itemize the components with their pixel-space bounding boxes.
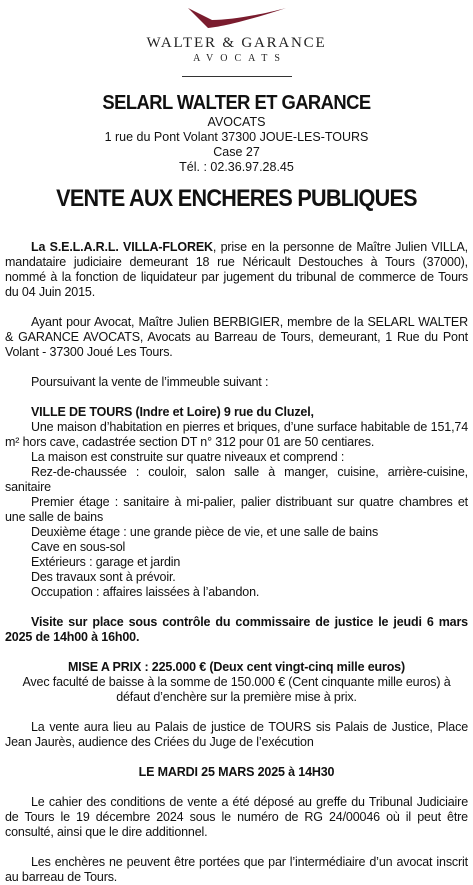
- property-heading: VILLE DE TOURS (Indre et Loire) 9 rue du Cluzel,: [31, 405, 314, 419]
- logo-subtitle: AVOCATS: [193, 53, 287, 64]
- firm-header: [0, 91, 473, 213]
- firm-name: SELARL WALTER ET GARANCE: [102, 92, 371, 114]
- property-line: Rez-de-chaussée : couloir, salon salle à manger, cuisine, arrière-cuisine, sanitaire: [5, 465, 468, 494]
- property-line: Extérieurs : garage et jardin: [31, 555, 181, 569]
- notice-title: VENTE AUX ENCHERES PUBLIQUES: [56, 185, 417, 212]
- paragraph-pursuit: Poursuivant la vente de l’immeuble suivant :: [31, 375, 269, 389]
- divider: [182, 76, 292, 77]
- property-line: Des travaux sont à prévoir.: [31, 570, 176, 584]
- venue-paragraph: La vente aura lieu au Palais de justice de TOURS sis Palais de Justice, Place Jean Jaurès, audience des Criées du Juge de l’exécution: [5, 720, 468, 749]
- logo-name: WALTER & GARANCE: [146, 35, 327, 51]
- cahier-paragraph: Le cahier des conditions de vente a été déposé au greffe du Tribunal Judiciaire de Tours le 19 décembre 2024 sous le numéro de RG 24/00046 où il peut être consulté, ainsi que le dire additionnel.: [5, 795, 468, 839]
- price-heading: MISE A PRIX : 225.000 € (Deux cent vingt-cinq mille euros): [68, 660, 405, 674]
- notice-body: [5, 240, 468, 885]
- property-line: La maison est construite sur quatre niveaux et comprend :: [31, 450, 345, 464]
- logo-swoosh-icon: [182, 6, 292, 32]
- property-line: Premier étage : sanitaire à mi-palier, palier distribuant sur quatre chambres et une salle de bains: [5, 495, 468, 524]
- visit-notice: Visite sur place sous contrôle du commissaire de justice le jeudi 6 mars 2025 de 14h00 à 16h00.: [5, 615, 468, 644]
- paragraph-lawyer: Ayant pour Avocat, Maître Julien BERBIGIER, membre de la SELARL WALTER & GARANCE AVOCATS, Avocats au Barreau de Tours, demeurant, 1 Rue du Pont Volant - 37300 Joué Les Tours.: [5, 315, 468, 359]
- liquidator-text: , prise en la personne de Maître Julien VILLA, mandataire judiciaire demeurant 18 rue Néricault Destouches à Tours (37000), nommé à la fonction de liquidateur par jugement du tribunal de commerce de Tours du 04 Juin 2015.: [5, 240, 468, 299]
- property-line: Cave en sous-sol: [31, 540, 126, 554]
- final-paragraph: Les enchères ne peuvent être portées que par l’intermédiaire d’un avocat inscrit au barreau de Tours.: [5, 855, 468, 884]
- firm-case: Case 27: [213, 145, 260, 159]
- paragraph-liquidator: [5, 240, 468, 300]
- property-line: Deuxième étage : une grande pièce de vie, et une salle de bains: [31, 525, 379, 539]
- firm-logo: [0, 6, 473, 77]
- firm-phone: Tél. : 02.36.97.28.45: [179, 160, 294, 174]
- firm-address: 1 rue du Pont Volant 37300 JOUE-LES-TOURS: [104, 130, 369, 144]
- firm-role: AVOCATS: [207, 115, 266, 129]
- price-line: défaut d’enchère sur la première mise à prix.: [116, 690, 357, 704]
- liquidator-name: La S.E.L.A.R.L. VILLA-FLOREK: [31, 240, 213, 254]
- sale-date: LE MARDI 25 MARS 2025 à 14H30: [138, 765, 335, 779]
- property-description: Une maison d’habitation en pierres et briques, d’une surface habitable de 151,74 m² hors cave, cadastrée section DT n° 312 pour 01 are 50 centiares.: [5, 420, 468, 449]
- property-line: Occupation : affaires laissées à l’abandon.: [31, 585, 260, 599]
- price-line: Avec faculté de baisse à la somme de 150.000 € (Cent cinquante mille euros) à: [22, 675, 451, 689]
